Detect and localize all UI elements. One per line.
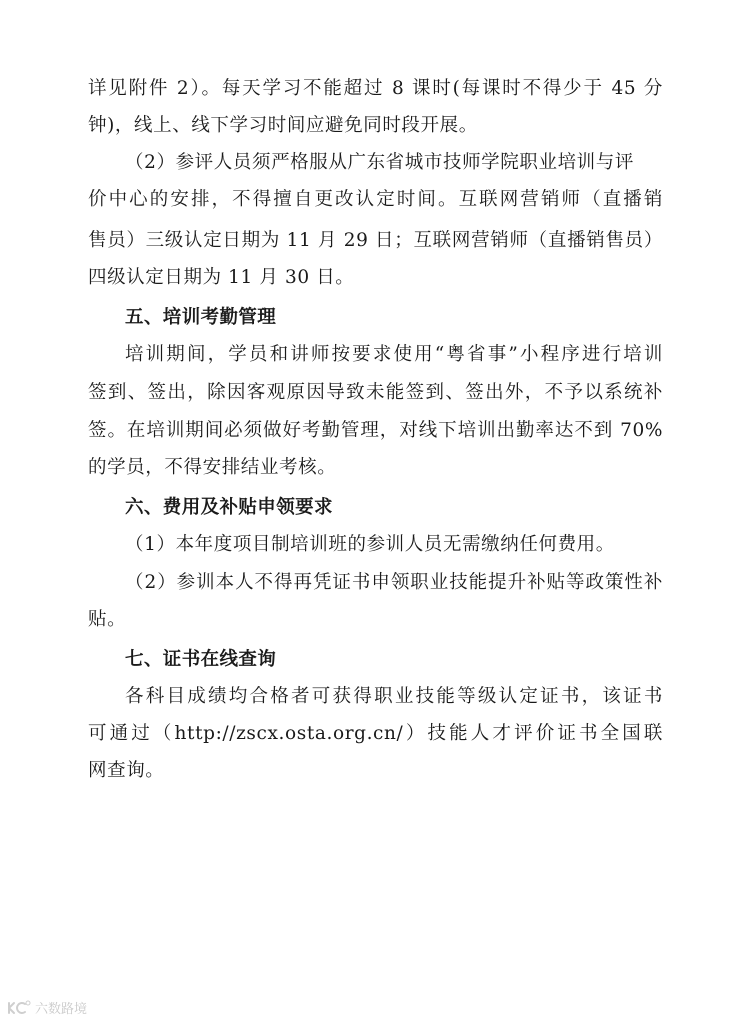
watermark (6, 998, 87, 1017)
paragraph-line: （1）本年度项目制培训班的参训人员无需缴纳任何费用。 (125, 534, 615, 555)
paragraph-line: 详见附件 2）。每天学习不能超过 8 课时(每课时不得少于 45 分 (88, 78, 663, 99)
paragraph-line: 各科目成绩均合格者可获得职业技能等级认定证书，该证书 (125, 686, 663, 707)
watermark-text: 六数路境 (35, 1002, 88, 1017)
paragraph-line: 签。在培训期间必须做好考勤管理，对线下培训出勤率达不到 70% (88, 420, 663, 441)
section-heading-certificate: 七、证书在线查询 (125, 649, 277, 670)
paragraph-line: 价中心的安排，不得擅自更改认定时间。互联网营销师（直播销 (88, 189, 663, 210)
section-heading-fees: 六、费用及补贴申领要求 (125, 497, 333, 518)
paragraph-line: 四级认定日期为 11 月 30 日。 (88, 267, 355, 288)
paragraph-line: 培训期间，学员和讲师按要求使用“粤省事”小程序进行培训 (125, 344, 663, 365)
paragraph-line: （2）参评人员须严格服从广东省城市技师学院职业培训与评 (125, 152, 634, 173)
paragraph-line: 贴。 (88, 609, 127, 630)
paragraph-line: 的学员，不得安排结业考核。 (88, 457, 337, 478)
paragraph-line: 签到、签出，除因客观原因导致未能签到、签出外，不予以系统补 (88, 382, 663, 403)
section-heading-attendance: 五、培训考勤管理 (125, 307, 277, 328)
paragraph-line: 售员）三级认定日期为 11 月 29 日；互联网营销师（直播销售员） (88, 230, 663, 251)
paragraph-line: 可通过（http://zscx.osta.org.cn/）技能人才评价证书全国联 (88, 723, 663, 744)
brand-logo-icon (6, 999, 32, 1017)
paragraph-line: （2）参训本人不得再凭证书申领职业技能提升补贴等政策性补 (125, 572, 663, 593)
paragraph-line: 网查询。 (88, 760, 165, 781)
paragraph-line: 钟)，线上、线下学习时间应避免同时段开展。 (88, 115, 478, 136)
